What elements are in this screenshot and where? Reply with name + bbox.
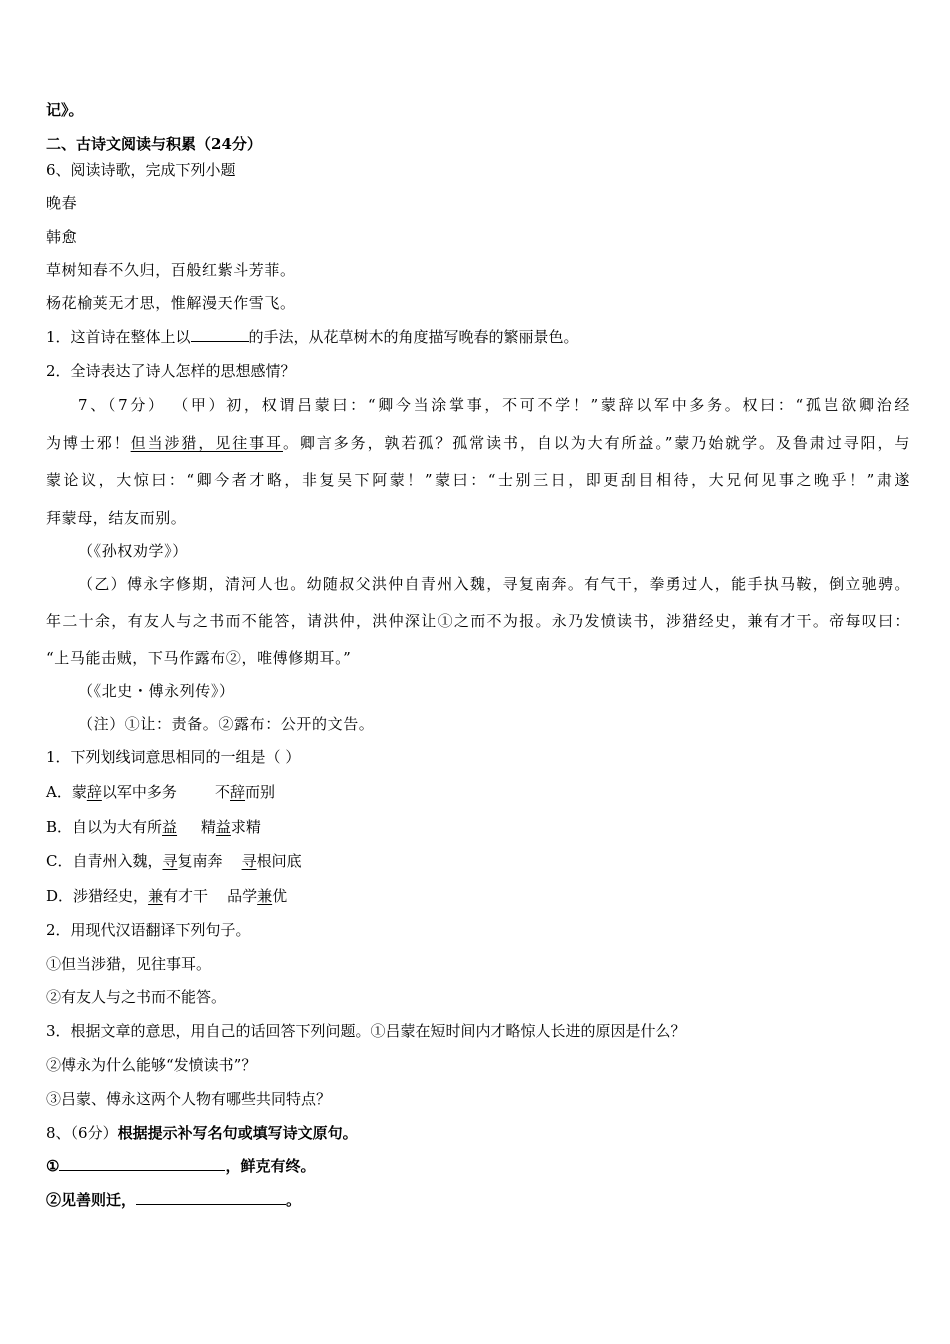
passage-jia-source: （《孙权劝学》） [78,542,188,560]
answer-blank [59,1156,225,1171]
question-7-3-part-2: ②傅永为什么能够“发愤读书”？ [46,1056,257,1074]
option-text: 优 [272,887,288,905]
poem-title: 晚春 [46,194,78,212]
underlined-word: 益 [215,818,231,836]
option-text: 求精 [230,818,261,836]
question-7-2: 2．用现代汉语翻译下列句子。 [46,921,251,939]
question-instruction: 根据提示补写名句或填写诗文原句。 [117,1124,358,1142]
underlined-word: 益 [162,818,178,836]
question-6-1 [46,326,910,348]
passage-text: 。卿言多务，孰若孤？孤常读书，自以为大有所益。”蒙乃始就学。及鲁肃过寻阳，与 [282,434,910,452]
option-a [46,781,910,803]
option-text: 精 [177,818,216,836]
answer-blank [191,327,249,342]
question-number: 8、（6分） [46,1124,118,1142]
fill-blank-1 [46,1155,910,1177]
option-text: A．蒙 [46,783,87,801]
option-text: D．涉猎经史， [46,887,149,905]
passage-notes: （注）①让：责备。②露布：公开的文告。 [78,715,375,733]
item-text: ②见善则迁， [46,1191,137,1209]
underlined-word: 辞 [230,783,246,801]
option-text: 以军中多务 不 [101,783,231,801]
option-text: C．自青州入魏， [46,852,163,870]
question-6-2: 2．全诗表达了诗人怎样的思想感情？ [46,362,296,380]
item-text: 。 [286,1191,302,1209]
passage-jia-line-2 [46,432,910,454]
underlined-word: 辞 [86,783,102,801]
translate-item-2: ②有友人与之书而不能答。 [46,988,227,1006]
underlined-sentence: 但当涉猎，见往事耳 [130,434,283,452]
underlined-word: 寻 [241,852,257,870]
question-7-3-part-3: ③吕蒙、傅永这两个人物有哪些共同特点？ [46,1090,332,1108]
question-8 [46,1122,910,1144]
underlined-word: 寻 [162,852,178,870]
option-text: B．自以为大有所 [46,818,163,836]
fill-blank-2 [46,1189,910,1211]
translate-item-1: ①但当涉猎，见往事耳。 [46,955,212,973]
poem-line-2: 杨花榆荚无才思，惟解漫天作雪飞。 [46,294,296,312]
poem-author: 韩愈 [46,228,78,246]
passage-text: 为博士邪！ [46,434,131,452]
passage-jia-line-1: 7、（7分） （甲）初，权谓吕蒙曰：“卿今当涂掌事，不可不学！”蒙辞以军中多务。权曰：“孤岂欲卿治经 [78,396,910,414]
section-heading: 二、古诗文阅读与积累（24分） [46,135,262,153]
underlined-word: 兼 [148,887,164,905]
question-6-intro: 6、阅读诗歌，完成下列小题 [46,161,236,179]
passage-yi-line-3: “上马能击贼，下马作露布②，唯傅修期耳。” [46,649,352,667]
option-d [46,885,910,907]
option-text: 复南奔 [177,852,242,870]
question-text: 1．这首诗在整体上以 [46,328,191,346]
question-text: 的手法，从花草树木的角度描写晚春的繁丽景色。 [248,328,579,346]
passage-yi-source: （《北史・傅永列传》） [78,682,235,700]
passage-jia-line-4: 拜蒙母，结友而别。 [46,509,187,527]
item-text: ，鲜克有终。 [225,1157,316,1175]
option-text: 有才干 品学 [163,887,258,905]
passage-yi-line-2: 年二十余，有友人与之书而不能答，请洪仲，洪仲深让①之而不为报。永乃发愤读书，涉猎经史，兼有才干。帝每叹曰： [46,612,910,630]
question-7-3: 3．根据文章的意思，用自己的话回答下列问题。①吕蒙在短时间内才略惊人长进的原因是什么？ [46,1022,686,1040]
option-b [46,816,910,838]
option-c [46,850,910,872]
option-text: 根问底 [256,852,302,870]
passage-jia-line-3: 蒙论议，大惊曰：“卿今者才略，非复吴下阿蒙！”蒙曰：“士别三日，即更刮目相待，大兄何见事之晚乎！”肃遂 [46,471,910,489]
passage-yi-line-1: （乙）傅永字修期，清河人也。幼随叔父洪仲自青州入魏，寻复南奔。有气干，拳勇过人，能手执马鞍，倒立驰骋。 [78,575,910,593]
poem-line-1: 草树知春不久归，百般红紫斗芳菲。 [46,261,296,279]
item-marker: ① [46,1157,60,1175]
underlined-word: 兼 [257,887,273,905]
line-continuation: 记》。 [46,101,84,119]
option-text: 而别 [245,783,276,801]
question-7-1: 1．下列划线词意思相同的一组是（ ） [46,748,301,766]
answer-blank [136,1190,286,1205]
